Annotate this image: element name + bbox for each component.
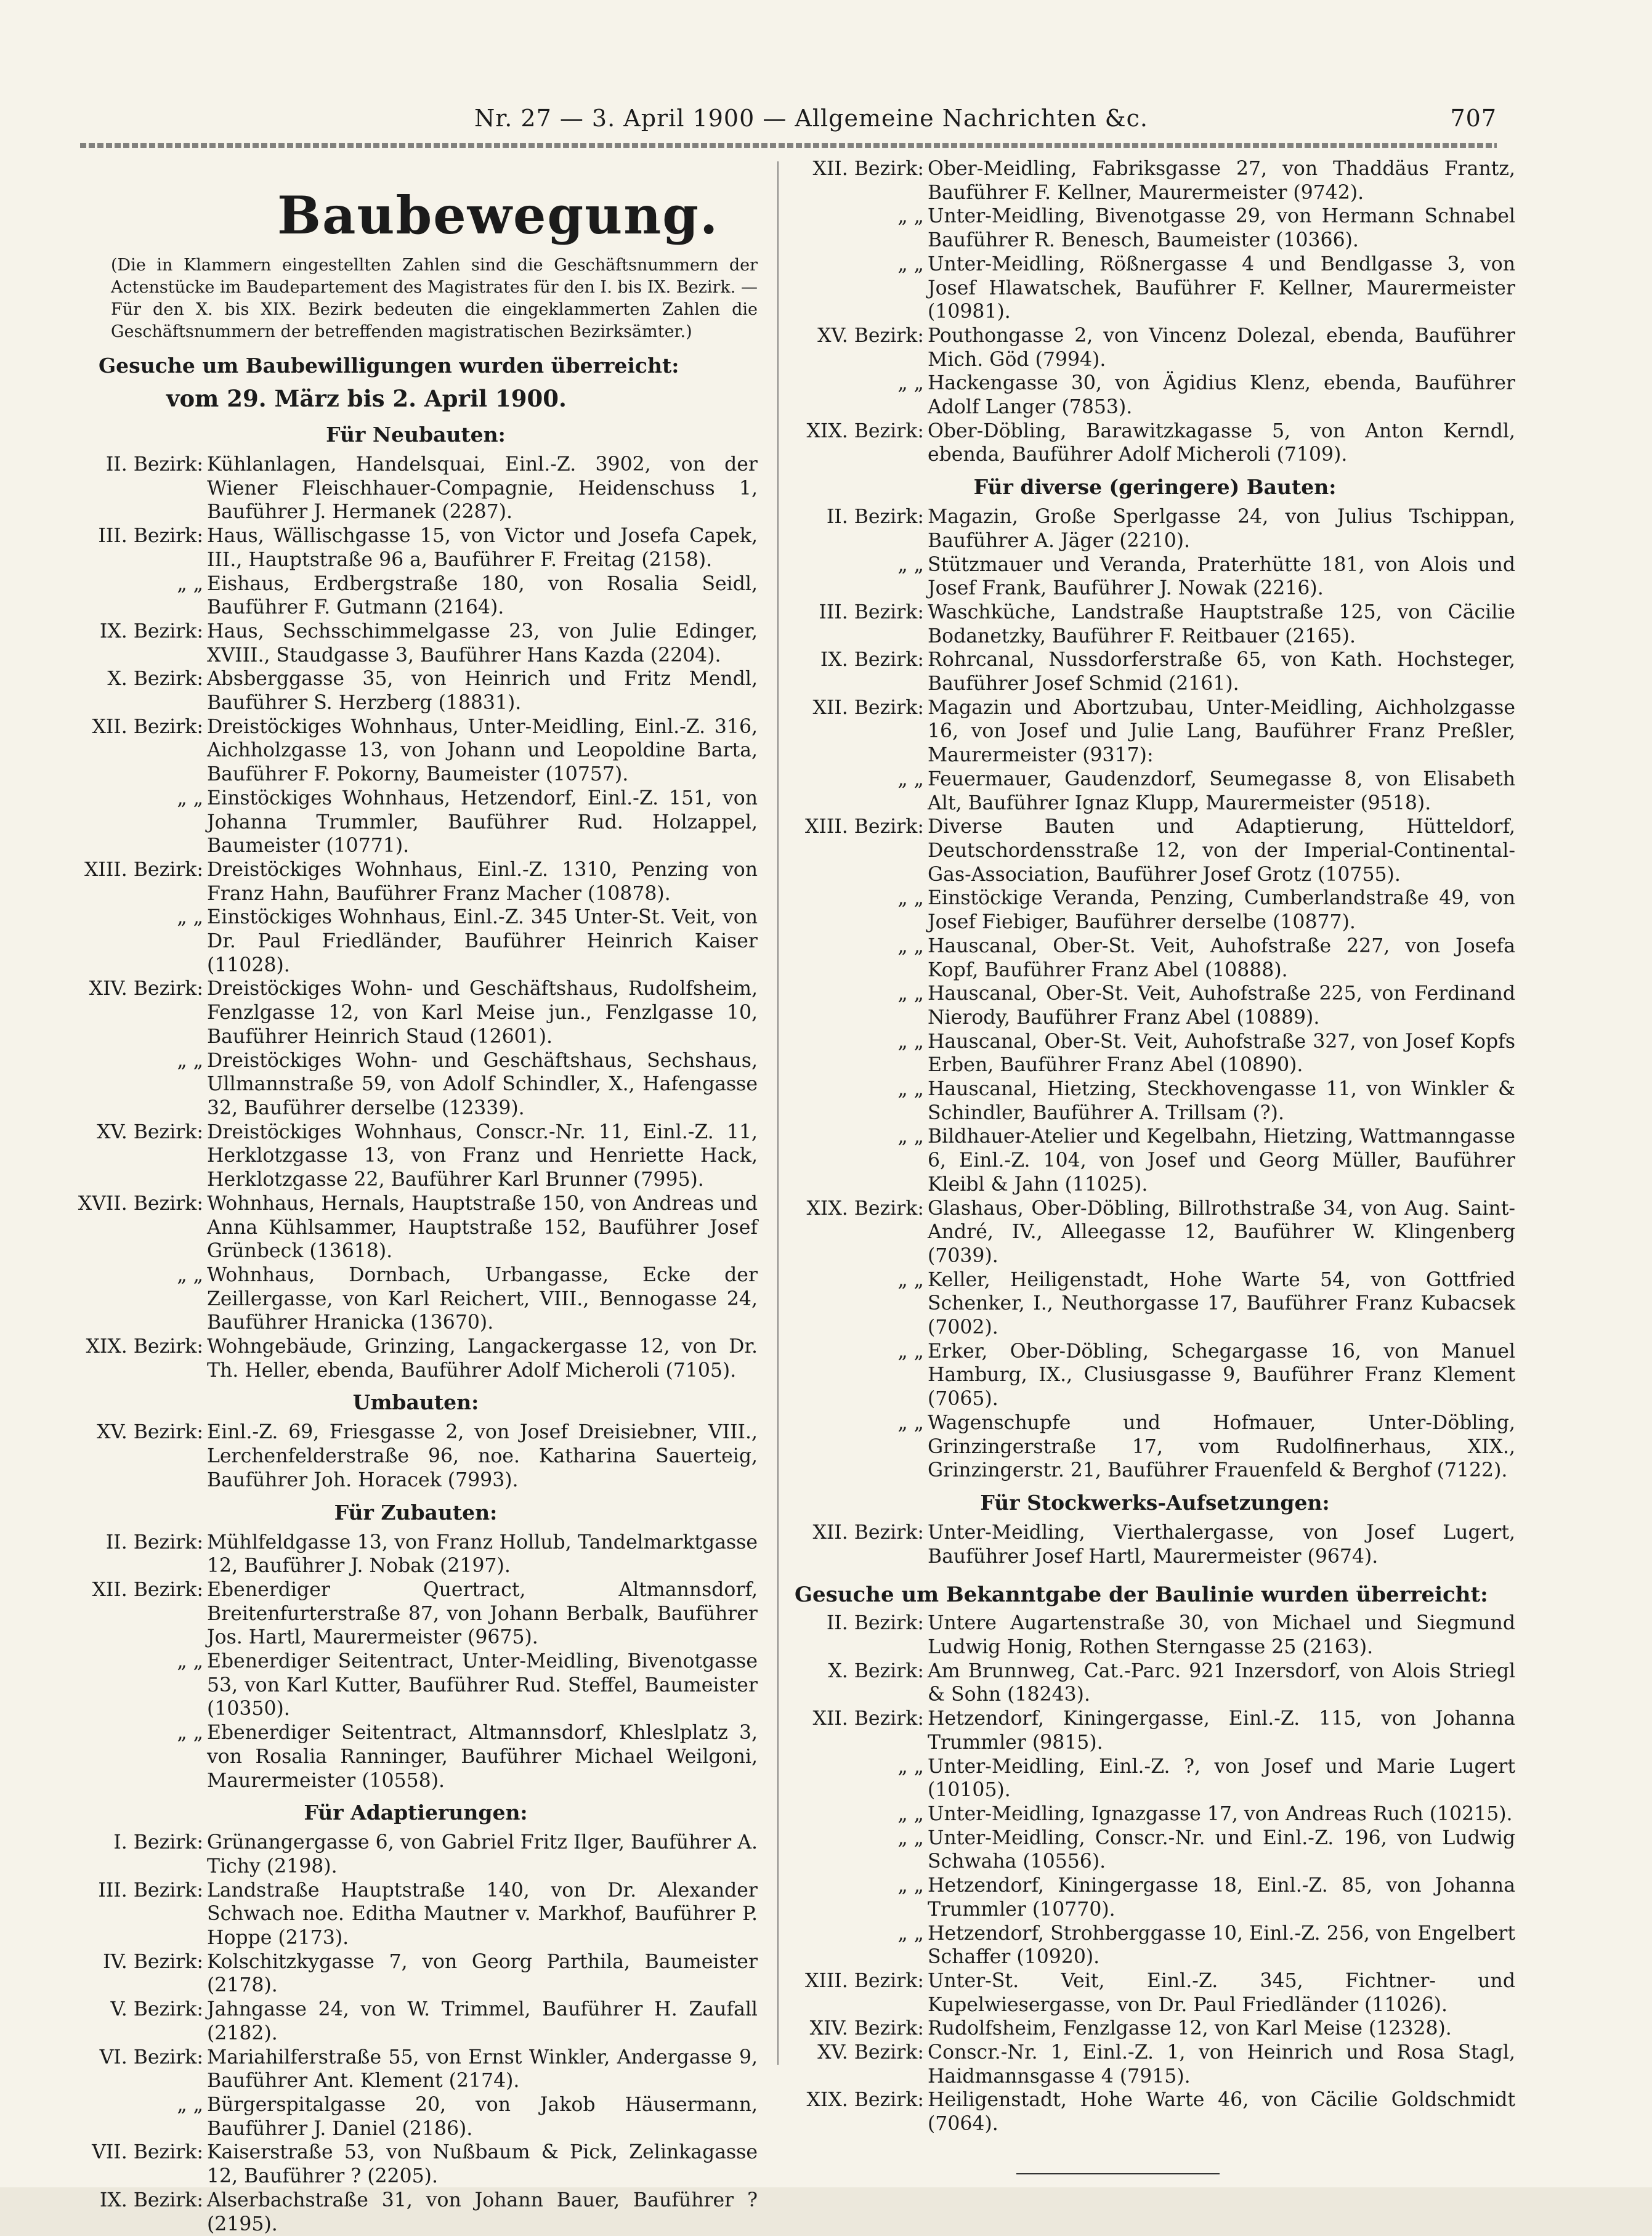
entry-text: Am Brunnweg, Cat.-Parc. 921 Inzersdorf, von Alois Striegl & Sohn (18243). — [928, 1659, 1515, 1706]
running-head: Nr. 27 — 3. April 1900 — Allgemeine Nachrichten &c. — [474, 105, 1148, 132]
district-label: „ „ — [897, 1755, 924, 1778]
building-entry — [795, 253, 1515, 324]
building-entry — [74, 667, 758, 715]
entry-text: Landstraße Hauptstraße 140, von Dr. Alexander Schwach noe. Editha Mautner v. Markhof, Bauführer P. Hoppe (2173). — [207, 1879, 758, 1950]
entry-text: Haus, Wällischgasse 15, von Victor und Josefa Capek, III., Hauptstraße 96 a, Bauführer F. Freitag (2158). — [207, 525, 758, 571]
building-entry — [74, 1950, 758, 1998]
district-label: „ „ — [897, 1803, 924, 1825]
entry-text: Magazin, Große Sperlgasse 24, von Julius Tschippan, Bauführer A. Jäger (2210). — [928, 506, 1515, 552]
baulinie-entry — [795, 1755, 1515, 1802]
entry-text: Unter-Meidling, Vierthalergasse, von Josef Lugert, Bauführer Josef Hartl, Maurermeister (9674). — [928, 1521, 1515, 1568]
building-entry — [74, 715, 758, 787]
article-title: Baubewegung. — [277, 185, 719, 246]
building-entry — [74, 1831, 758, 1878]
district-label: IX. Bezirk: — [99, 2189, 203, 2211]
baulinie-entry — [795, 2017, 1515, 2041]
building-entry — [74, 1578, 758, 1650]
building-entry — [74, 1531, 758, 1578]
baulinie-entry — [795, 1707, 1515, 1754]
entry-text: Dreistöckiges Wohn- und Geschäftshaus, Rudolfsheim, Fenzlgasse 12, von Karl Meise jun., Fenzlgasse 10, Bauführer Heinrich Staud (12601). — [207, 978, 758, 1048]
building-entry — [795, 371, 1515, 419]
building-entry — [795, 1077, 1515, 1125]
district-label: „ „ — [897, 253, 924, 275]
district-label: III. Bezirk: — [98, 525, 203, 548]
building-entry — [74, 1263, 758, 1335]
district-label: II. Bezirk: — [826, 506, 924, 529]
entry-text: Untere Augartenstraße 30, von Michael und Siegmund Ludwig Honig, Rothen Sterngasse 25 (2163). — [928, 1612, 1515, 1659]
district-label: XVII. Bezirk: — [78, 1192, 203, 1215]
district-label: IV. Bezirk: — [103, 1950, 203, 1973]
district-label: XV. Bezirk: — [97, 1421, 203, 1444]
district-label: „ „ — [177, 787, 203, 809]
building-entry — [795, 553, 1515, 601]
district-label: XIII. Bezirk: — [805, 1969, 924, 1992]
building-entry — [74, 858, 758, 905]
district-label: „ „ — [897, 205, 924, 228]
district-label: X. Bezirk: — [107, 668, 203, 691]
district-label: „ „ — [177, 1263, 203, 1286]
district-label: IX. Bezirk: — [820, 649, 924, 671]
entry-text: Ober-Döbling, Barawitzkagasse 5, von Anton Kerndl, ebenda, Bauführer Adolf Micheroli (7109). — [928, 419, 1515, 466]
building-entry — [74, 977, 758, 1048]
entry-text: Hetzendorf, Kiningergasse 18, Einl.-Z. 85, von Johanna Trummler (10770). — [928, 1874, 1515, 1921]
entry-text: Hackengasse 30, von Ägidius Klenz, ebenda, Bauführer Adolf Langer (7853). — [928, 372, 1515, 419]
building-entry — [74, 905, 758, 977]
district-label: „ „ — [177, 906, 203, 929]
baulinie-entry — [795, 1802, 1515, 1826]
entry-text: Einstöckiges Wohnhaus, Einl.-Z. 345 Unter-St. Veit, von Dr. Paul Friedländer, Bauführer Heinrich Kaiser (11028). — [207, 906, 758, 976]
entry-text: Haus, Sechsschimmelgasse 23, von Julie Edinger, XVIII., Staudgasse 3, Bauführer Hans Kazda (2204). — [207, 620, 758, 666]
baulinie-heading: Gesuche um Bekanntgabe der Baulinie wurden überreicht: — [795, 1582, 1488, 1608]
entry-text: Hetzendorf, Strohberggasse 10, Einl.-Z. 256, von Engelbert Schaffer (10920). — [928, 1922, 1515, 1969]
district-label: XIII. Bezirk: — [805, 816, 924, 838]
building-entry — [795, 505, 1515, 553]
building-entry — [74, 453, 758, 524]
entry-text: Dreistöckiges Wohnhaus, Conscr.-Nr. 11, Einl.-Z. 11, Herklotzgasse 13, von Franz und Henriette Hack, Herklotzgasse 22, Bauführer Karl Brunner (7995). — [207, 1120, 758, 1191]
entry-text: Feuermauer, Gaudenzdorf, Seumegasse 8, von Elisabeth Alt, Bauführer Ignaz Klupp, Maurermeister (9518). — [928, 768, 1515, 814]
building-entry — [795, 1521, 1515, 1568]
baulinie-entry — [795, 1969, 1515, 2017]
entry-text: Waschküche, Landstraße Hauptstraße 125, von Cäcilie Bodanetzky, Bauführer F. Reitbauer (2165). — [928, 601, 1515, 647]
entry-text: Unter-Meidling, Rößnergasse 4 und Bendlgasse 3, von Josef Hlawatschek, Bauführer F. Kellner, Maurermeister (10981). — [928, 253, 1515, 323]
entry-text: Absberggasse 35, von Heinrich und Fritz Mendl, Bauführer S. Herzberg (18831). — [207, 668, 758, 715]
building-entry — [795, 886, 1515, 934]
building-entry — [74, 1049, 758, 1120]
entry-text: Wohnhaus, Hernals, Hauptstraße 150, von Andreas und Anna Kühlsammer, Hauptstraße 152, Bauführer Josef Grünbeck (13618). — [207, 1192, 758, 1263]
district-label: XII. Bezirk: — [812, 158, 924, 180]
building-entry — [795, 1197, 1515, 1268]
building-entry — [795, 157, 1515, 205]
end-rule — [1016, 2173, 1220, 2174]
building-entry — [795, 419, 1515, 467]
district-label: „ „ — [897, 1922, 924, 1945]
building-entry — [74, 1998, 758, 2045]
district-label: XIV. Bezirk: — [89, 978, 203, 1000]
district-label: „ „ — [897, 1874, 924, 1897]
district-label: XII. Bezirk: — [812, 1521, 924, 1544]
building-entry — [795, 1411, 1515, 1483]
date-range: vom 29. März bis 2. April 1900. — [166, 385, 567, 412]
entry-text: Hauscanal, Ober-St. Veit, Auhofstraße 225, von Ferdinand Nierody, Bauführer Franz Abel (10889). — [928, 982, 1515, 1029]
district-label: XIX. Bezirk: — [806, 2089, 924, 2112]
district-label: XV. Bezirk: — [97, 1120, 203, 1143]
entry-text: Heiligenstadt, Hohe Warte 46, von Cäcilie Goldschmidt (7064). — [928, 2089, 1515, 2136]
building-entry — [795, 934, 1515, 982]
district-label: XII. Bezirk: — [812, 696, 924, 719]
entry-text: Mühlfeldgasse 13, von Franz Hollub, Tandelmarktgasse 12, Bauführer J. Nobak (2197). — [207, 1531, 758, 1578]
entry-text: Kühlanlagen, Handelsquai, Einl.-Z. 3902, von der Wiener Fleischhauer-Compagnie, Heidenschuss 1, Bauführer J. Hermanek (2287). — [207, 453, 758, 524]
entry-text: Wagenschupfe und Hofmauer, Unter-Döbling, Grinzingerstraße 17, vom Rudolfinerhaus, XIX., Grinzingerstr. 21, Bauführer Frauenfeld & Berghof (7122). — [928, 1411, 1515, 1482]
district-label: XII. Bezirk: — [92, 715, 203, 738]
district-label: „ „ — [897, 1826, 924, 1849]
entry-text: Rudolfsheim, Fenzlgasse 12, von Karl Meise (12328). — [928, 2017, 1452, 2040]
entry-text: Ebenerdiger Seitentract, Altmannsdorf, Khleslplatz 3, von Rosalia Ranninger, Bauführer Michael Weilgoni, Maurermeister (10558). — [207, 1722, 758, 1792]
building-entry — [74, 1420, 758, 1492]
building-entry — [74, 1650, 758, 1721]
district-label: „ „ — [897, 887, 924, 910]
building-entry — [74, 2141, 758, 2188]
baulinie-entry — [795, 2088, 1515, 2136]
entry-text: Kolschitzkygasse 7, von Georg Parthila, Baumeister (2178). — [207, 1950, 758, 1997]
district-label: „ „ — [897, 934, 924, 957]
building-entry — [74, 2093, 758, 2141]
district-label: XIX. Bezirk: — [86, 1335, 203, 1358]
building-entry — [74, 1335, 758, 1382]
category-heading: Für Adaptierungen: — [304, 1801, 528, 1825]
page-number: 707 — [1450, 105, 1497, 132]
building-entry — [795, 768, 1515, 815]
building-entry — [795, 601, 1515, 648]
building-entry — [795, 205, 1515, 252]
district-label: III. Bezirk: — [819, 601, 924, 623]
building-entry — [795, 1030, 1515, 1077]
continued-entries — [795, 157, 1515, 467]
entry-text: Keller, Heiligenstadt, Hohe Warte 54, von Gottfried Schenker, I., Neuthorgasse 17, Bauführer Franz Kubacsek (7002). — [928, 1268, 1515, 1339]
building-entry — [74, 620, 758, 667]
entry-text: Hetzendorf, Kiningergasse, Einl.-Z. 115, von Johanna Trummler (9815). — [928, 1707, 1515, 1754]
district-label: „ „ — [177, 1049, 203, 1072]
district-label: IX. Bezirk: — [99, 620, 203, 642]
entry-text: Dreistöckiges Wohnhaus, Einl.-Z. 1310, Penzing von Franz Hahn, Bauführer Franz Macher (10878). — [207, 858, 758, 905]
district-label: „ „ — [177, 1722, 203, 1744]
building-entry — [74, 2046, 758, 2093]
entry-text: Unter-Meidling, Bivenotgasse 29, von Hermann Schnabel Bauführer R. Benesch, Baumeister (10366). — [928, 205, 1515, 252]
column-divider — [777, 161, 779, 2065]
district-label: XIX. Bezirk: — [806, 419, 924, 442]
district-label: „ „ — [897, 1340, 924, 1363]
right-sections — [795, 473, 1515, 1568]
entry-text: Ober-Meidling, Fabriksgasse 27, von Thaddäus Frantz, Bauführer F. Kellner, Maurermeister (9742). — [928, 158, 1515, 204]
building-entry — [74, 524, 758, 572]
building-entry — [74, 1120, 758, 1192]
building-entry — [74, 1879, 758, 1950]
district-label: III. Bezirk: — [98, 1879, 203, 1902]
district-label: „ „ — [897, 372, 924, 395]
entry-text: Einstöckiges Wohnhaus, Hetzendorf, Einl.-Z. 151, von Johanna Trummler, Bauführer Rud. Holzappel, Baumeister (10771). — [207, 787, 758, 857]
district-label: I. Bezirk: — [113, 1831, 203, 1854]
category-heading: Für Zubauten: — [334, 1500, 498, 1525]
building-entry — [795, 982, 1515, 1029]
entry-text: Rohrcanal, Nussdorferstraße 65, von Kath. Hochsteger, Bauführer Josef Schmid (2161). — [928, 649, 1515, 695]
entry-text: Einstöckige Veranda, Penzing, Cumberlandstraße 49, von Josef Fiebiger, Bauführer derselbe (10877). — [928, 887, 1515, 934]
entry-text: Eishaus, Erdbergstraße 180, von Rosalia Seidl, Bauführer F. Gutmann (2164). — [207, 572, 758, 619]
left-column — [74, 157, 758, 2236]
entry-text: Alserbachstraße 31, von Johann Bauer, Bauführer ? (2195). — [207, 2189, 758, 2235]
category-heading: Für Stockwerks-Aufsetzungen: — [980, 1490, 1330, 1515]
district-label: V. Bezirk: — [110, 1998, 203, 2021]
district-label: „ „ — [177, 2094, 203, 2116]
district-label: „ „ — [897, 1411, 924, 1434]
district-label: II. Bezirk: — [826, 1612, 924, 1635]
entry-text: Dreistöckiges Wohn- und Geschäftshaus, Sechshaus, Ullmannstraße 59, von Adolf Schindler, X., Hafengasse 32, Bauführer derselbe (12339). — [207, 1049, 758, 1119]
baulinie-entry — [795, 1826, 1515, 1874]
entry-text: Unter-Meidling, Conscr.-Nr. und Einl.-Z. 196, von Ludwig Schwaha (10556). — [928, 1826, 1515, 1873]
entry-text: Unter-St. Veit, Einl.-Z. 345, Fichtner- und Kupelwiesergasse, von Dr. Paul Friedländer (11026). — [928, 1969, 1515, 2016]
district-label: „ „ — [897, 553, 924, 576]
baulinie-entry — [795, 1874, 1515, 1921]
entry-text: Stützmauer und Veranda, Praterhütte 181, von Alois und Josef Frank, Bauführer J. Nowak (2216). — [928, 553, 1515, 600]
left-sections — [74, 421, 758, 2236]
entry-text: Wohnhaus, Dornbach, Urbangasse, Ecke der Zeillergasse, von Karl Reichert, VIII., Bennogasse 24, Bauführer Hranicka (13670). — [207, 1263, 758, 1334]
building-entry — [795, 1340, 1515, 1411]
building-entry — [795, 324, 1515, 371]
entry-text: Diverse Bauten und Adaptierung, Hütteldorf, Deutschordensstraße 12, von der Imperial-Continental-Gas-Association, Bauführer Josef Grotz (10755). — [928, 816, 1515, 886]
district-label: „ „ — [897, 1030, 924, 1053]
entry-text: Ebenerdiger Quertract, Altmannsdorf, Breitenfurterstraße 87, von Johann Berbalk, Bauführer Jos. Hartl, Maurermeister (9675). — [207, 1578, 758, 1649]
baulinie-entry — [795, 2041, 1515, 2088]
district-label: XII. Bezirk: — [92, 1578, 203, 1601]
district-label: XII. Bezirk: — [812, 1707, 924, 1730]
district-label: „ „ — [897, 982, 924, 1005]
entry-text: Unter-Meidling, Einl.-Z. ?, von Josef und Marie Lugert (10105). — [928, 1755, 1515, 1802]
entry-text: Wohngebäude, Grinzing, Langackergasse 12, von Dr. Th. Heller, ebenda, Bauführer Adolf Micheroli (7105). — [207, 1335, 758, 1382]
building-entry — [74, 1192, 758, 1263]
baulinie-entry — [795, 1659, 1515, 1707]
building-entry — [795, 1125, 1515, 1196]
right-column — [795, 157, 1515, 2174]
district-label: VII. Bezirk: — [92, 2141, 203, 2164]
building-entry — [74, 787, 758, 858]
category-heading: Umbauten: — [352, 1390, 479, 1415]
district-label: „ „ — [177, 1650, 203, 1673]
district-label: „ „ — [897, 1078, 924, 1101]
entry-text: Grünangergasse 6, von Gabriel Fritz Ilger, Bauführer A. Tichy (2198). — [207, 1831, 758, 1878]
entry-text: Bildhauer-Atelier und Kegelbahn, Hietzing, Wattmanngasse 6, Einl.-Z. 104, von Josef und Georg Müller, Bauführer Kleibl & Jahn (11025). — [928, 1125, 1515, 1196]
entry-text: Jahngasse 24, von W. Trimmel, Bauführer H. Zaufall (2182). — [207, 1998, 758, 2044]
entry-text: Unter-Meidling, Ignazgasse 17, von Andreas Ruch (10215). — [928, 1803, 1513, 1825]
entry-text: Conscr.-Nr. 1, Einl.-Z. 1, von Heinrich und Rosa Stagl, Haidmannsgasse 4 (7915). — [928, 2041, 1515, 2088]
entry-text: Pouthongasse 2, von Vincenz Dolezal, ebenda, Bauführer Mich. Göd (7994). — [928, 324, 1515, 371]
editorial-note: (Die in Klammern eingestellten Zahlen sind die Geschäftsnummern der Actenstücke im Baudepartement des Magistrates für den I. bis IX. Bezirk. — Für den X. bis XIX. Bezirk bedeuten die eingeklammerten Zahlen die Geschäftsnummern der betreffenden magistratischen Bezirksämter.) — [111, 256, 758, 341]
district-label: XIV. Bezirk: — [809, 2017, 924, 2040]
district-label: „ „ — [897, 768, 924, 790]
building-entry — [795, 815, 1515, 886]
district-label: XIII. Bezirk: — [84, 858, 203, 881]
baulinie-entry — [795, 1611, 1515, 1659]
entry-text: Einl.-Z. 69, Friesgasse 2, von Josef Dreisiebner, VIII., Lerchenfelderstraße 96, noe. Katharina Sauerteig, Bauführer Joh. Horacek (7993). — [207, 1421, 758, 1491]
building-entry — [795, 696, 1515, 768]
district-label: „ „ — [177, 572, 203, 595]
building-entry — [74, 2189, 758, 2236]
entry-text: Kaiserstraße 53, von Nußbaum & Pick, Zelinkagasse 12, Bauführer ? (2205). — [207, 2141, 758, 2188]
district-label: XV. Bezirk: — [817, 324, 924, 347]
entry-text: Glashaus, Ober-Döbling, Billrothstraße 34, von Aug. Saint-André, IV., Alleegasse 12, Bauführer W. Klingenberg (7039). — [928, 1197, 1515, 1267]
entry-text: Hauscanal, Ober-St. Veit, Auhofstraße 227, von Josefa Kopf, Bauführer Franz Abel (10888). — [928, 934, 1515, 981]
district-label: XIX. Bezirk: — [806, 1197, 924, 1220]
header-rule — [80, 143, 1497, 148]
building-entry — [795, 1268, 1515, 1340]
category-heading: Für Neubauten: — [326, 423, 506, 447]
entry-text: Hauscanal, Hietzing, Steckhovengasse 11, von Winkler & Schindler, Bauführer A. Trillsam (?). — [928, 1078, 1515, 1124]
district-label: „ „ — [897, 1268, 924, 1291]
baulinie-entries — [795, 1611, 1515, 2136]
district-label: II. Bezirk: — [105, 1531, 203, 1553]
building-entry — [74, 572, 758, 620]
district-label: VI. Bezirk: — [99, 2046, 203, 2068]
district-label: „ „ — [897, 1125, 924, 1148]
building-entry — [795, 648, 1515, 695]
entry-text: Erker, Ober-Döbling, Schegargasse 16, von Manuel Hamburg, IX., Clusiusgasse 9, Bauführer Franz Klement (7065). — [928, 1340, 1515, 1411]
category-heading: Für diverse (geringere) Bauten: — [973, 475, 1337, 500]
district-label: X. Bezirk: — [828, 1659, 924, 1682]
entry-text: Ebenerdiger Seitentract, Unter-Meidling, Bivenotgasse 53, von Karl Kutter, Bauführer Rud. Steffel, Baumeister (10350). — [207, 1650, 758, 1720]
entry-text: Mariahilferstraße 55, von Ernst Winkler, Andergasse 9, Bauführer Ant. Klement (2174). — [207, 2046, 758, 2092]
entry-text: Dreistöckiges Wohnhaus, Unter-Meidling, Einl.-Z. 316, Aichholzgasse 13, von Johann und Leopoldine Barta, Bauführer F. Pokorny, Baumeister (10757). — [207, 715, 758, 786]
district-label: II. Bezirk: — [105, 453, 203, 476]
baulinie-entry — [795, 1922, 1515, 1969]
district-label: XV. Bezirk: — [817, 2041, 924, 2064]
entry-text: Hauscanal, Ober-St. Veit, Auhofstraße 327, von Josef Kopfs Erben, Bauführer Franz Abel (10890). — [928, 1030, 1515, 1077]
entry-text: Magazin und Abortzubau, Unter-Meidling, Aichholzgasse 16, von Josef und Julie Lang, Bauführer Franz Preßler, Maurermeister (9317): — [928, 696, 1515, 767]
building-entry — [74, 1721, 758, 1792]
entry-text: Bürgerspitalgasse 20, von Jakob Häusermann, Bauführer J. Daniel (2186). — [207, 2094, 758, 2140]
section-heading: Gesuche um Baubewilligungen wurden überreicht: — [99, 354, 679, 378]
